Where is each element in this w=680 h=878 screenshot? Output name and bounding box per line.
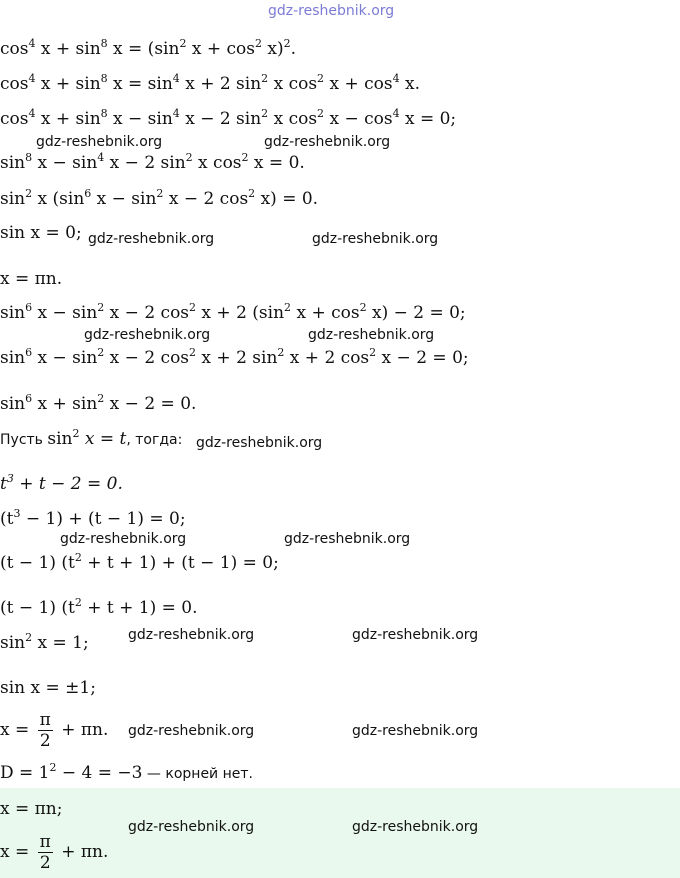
equation-line-4: $\sin^8 x - \sin^4 x - 2$ $\sin^2 x$ $\cos^2 x = 0$. — [0, 151, 305, 173]
watermark: gdz-reshebnik.org — [308, 327, 435, 343]
equation-line-18: x = $\frac{\pi}{2}$ + πn. — [0, 710, 109, 751]
equation-line-17: sin x = ±1; — [0, 678, 96, 698]
equation-line-12: $t^3 + t - 2 = 0$. — [0, 472, 123, 494]
watermark: gdz-reshebnik.org — [128, 627, 255, 643]
substitution-line: Пусть $\sin^2 x = t$, тогда: — [0, 427, 183, 449]
watermark: gdz-reshebnik.org — [196, 435, 323, 451]
watermark-top: gdz-reshebnik.org — [268, 3, 395, 19]
watermark: gdz-reshebnik.org — [36, 134, 163, 150]
equation-line-6: sin x = 0; — [0, 223, 82, 243]
equation-line-1: $\cos^4 x + \sin^8 x = (\sin^2$ $x + \cos^2 x)^2$. — [0, 37, 296, 59]
equation-line-10: $\sin^6 x + \sin^2 x - 2 = 0$. — [0, 392, 197, 414]
watermark: gdz-reshebnik.org — [128, 723, 255, 739]
watermark: gdz-reshebnik.org — [128, 819, 255, 835]
watermark: gdz-reshebnik.org — [88, 231, 215, 247]
equation-line-16: $\sin^2 x = 1$; — [0, 631, 89, 653]
watermark: gdz-reshebnik.org — [312, 231, 439, 247]
fraction: $\frac{\pi}{2}$ — [39, 710, 51, 751]
equation-line-5: $\sin^2 x$ ($\sin^6$ $x - \sin^2 x - 2$ $\cos^2 x) = 0$. — [0, 187, 319, 209]
answer-line-1: x = πn; — [0, 799, 63, 819]
equation-line-3: $\cos^4 x + \sin^8 x - \sin^4 x - 2$ $\sin^2 x$ $\cos^2 x - \cos^4 x = 0$; — [0, 107, 457, 129]
watermark: gdz-reshebnik.org — [352, 819, 479, 835]
equation-line-9: $\sin^6 x - \sin^2 x - 2$ $\cos^2 x + 2$ $\sin^2 x + 2$ $\cos^2 x - 2 = 0$; — [0, 346, 469, 368]
watermark: gdz-reshebnik.org — [264, 134, 391, 150]
watermark: gdz-reshebnik.org — [352, 723, 479, 739]
watermark: gdz-reshebnik.org — [84, 327, 211, 343]
equation-line-7: x = πn. — [0, 269, 63, 289]
watermark: gdz-reshebnik.org — [284, 531, 411, 547]
fraction: $\frac{\pi}{2}$ — [39, 832, 51, 873]
equation-line-15: (t − 1) $(t^2 + t + 1) = 0$. — [0, 596, 198, 618]
equation-line-13: $(t^3 - 1) + (t - 1) = 0$; — [0, 507, 186, 529]
watermark: gdz-reshebnik.org — [60, 531, 187, 547]
equation-line-8: $\sin^6 x - \sin^2 x - 2$ $\cos^2 x + 2$ ($\sin^2$ $x + \cos^2 x) - 2 = 0$; — [0, 301, 466, 323]
equation-line-2: $\cos^4 x + \sin^8 x = \sin^4 x + 2$ $\sin^2 x$ $\cos^2 x + \cos^4 x$. — [0, 72, 420, 94]
watermark: gdz-reshebnik.org — [352, 627, 479, 643]
discriminant-line: $D = 1^2 - 4 = -3$ — корней нет. — [0, 761, 253, 783]
answer-line-2: x = $\frac{\pi}{2}$ + πn. — [0, 832, 109, 873]
equation-line-14: (t − 1) $(t^2 + t + 1) + (t - 1) = 0$; — [0, 551, 279, 573]
